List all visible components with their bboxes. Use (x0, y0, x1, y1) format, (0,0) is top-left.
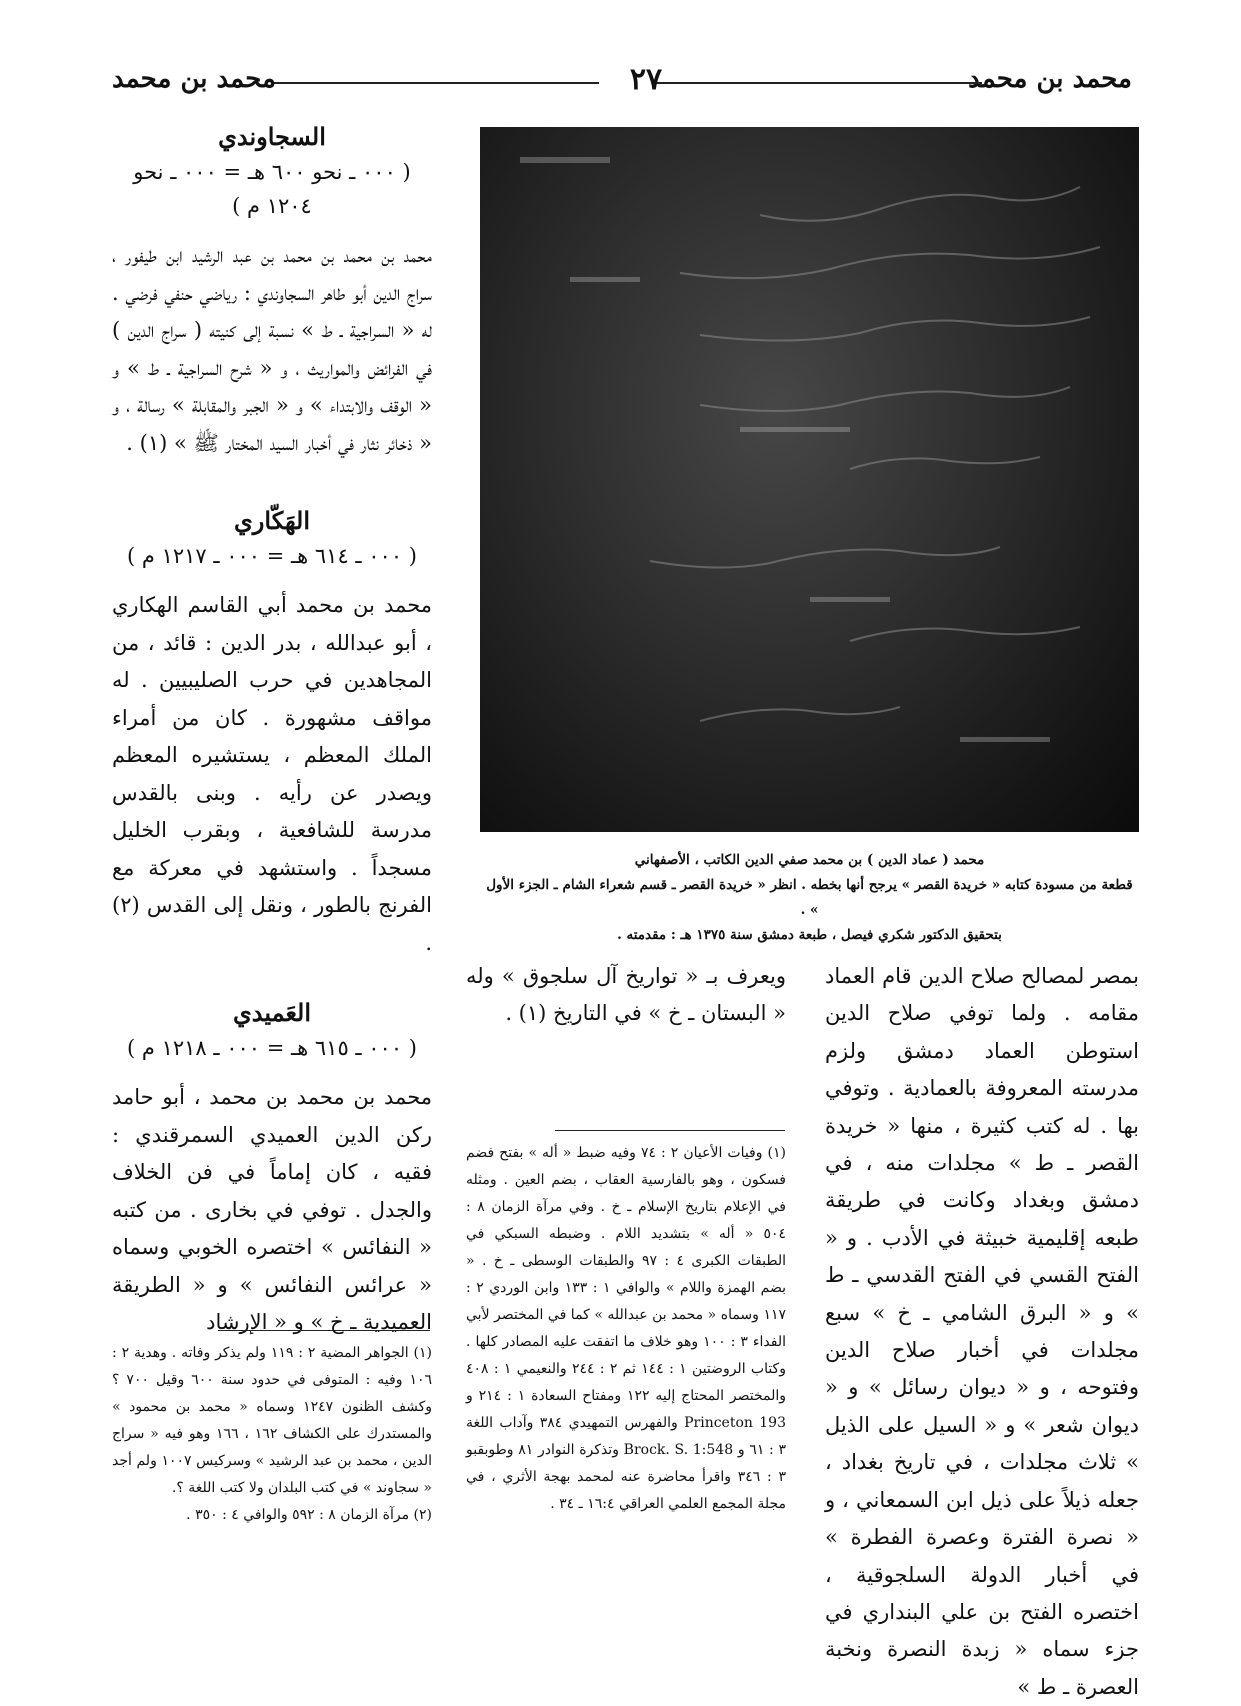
entries-column (112, 122, 432, 1342)
header-rule-right (654, 82, 982, 84)
running-header (112, 62, 1132, 102)
footnote-rule-left (218, 1330, 430, 1331)
middle-body-column: ويعرف بـ « تواريخ آل سلجوق » وله « البستان ـ خ » في التاريخ (١) . (466, 964, 786, 1026)
footnote: (١) الجواهر المضية ٢ : ١١٩ ولم يذكر وفاته . وهدية ٢ : ١٠٦ وفيه : المتوفى في حدود سنة ٦٠٠ وقيل ٧٠٠ ؟ وكشف الظنون ١٢٤٧ وسماه « محمد بن محمود » والمستدرك على الكشاف ١٦٢ ، ١٦٦ وهو فيه « سراج الدين ، محمد بن عبد الرشيد » وسركيس ١٠٠٧ ولم أجد « سجاوند » في كتب البلدان ولا كتب اللغة ؟. (112, 1345, 433, 1496)
entry-body: محمد بن محمد بن محمد ، أبو حامد ركن الدين العميدي السمرقندي : فقيه ، كان إماماً في فن الخلاف والجدل . توفي في بخارى . من كتبه « النفائس » اختصره الخوبي وسماه « عرائس النفائس » و « الطريقة العميدية ـ خ » و « الإرشاد (112, 1085, 432, 1334)
entry-amidi (112, 998, 432, 1342)
header-left-title: محمد بن محمد (112, 64, 276, 94)
entry-title: العَميدي (232, 998, 312, 1027)
footnote: (٢) مرآة الزمان ٨ : ٥٩٢ والوافي ٤ : ٣٥٠ . (186, 1507, 432, 1523)
right-body-column: بمصر لمصالح صلاح الدين قام العماد مقامه . ولما توفي صلاح الدين استوطن العماد دمشق ولزم مدرسته المعروفة بالعمادية . وتوفي بها . له كتب كثيرة ، منها « خريدة القصر ـ ط » مجلدات منه ، في دمشق وبغداد وكانت في طريقة طبعه إقليمية خبيثة في الأدب . و « الفتح القسي في الفتح القدسي ـ ط » و « البرق الشامي ـ خ » سبع مجلدات في أخبار صلاح الدين وفتوحه ، و « ديوان رسائل » و « ديوان شعر » و « السيل على الذيل » ثلاث مجلدات ، في تاريخ بغداد ، جعله ذيلاً على ذيل ابن السمعاني ، و « نصرة الفترة وعصرة الفطرة » في أخبار الدولة السلجوقية ، اختصره الفتح بن علي البنداري في جزء سماه « زبدة النصرة ونخبة العصرة ـ ط » (825, 964, 1139, 1699)
caption-line: قطعة من مسودة كتابه « خريدة القصر » يرجح أنها بخطه . انظر « خريدة القصر ـ قسم شعراء الشام ـ الجزء الأول » . (486, 877, 1133, 918)
caption-line: محمد ( عماد الدين ) بن محمد صفي الدين الكاتب ، الأصفهاني (634, 852, 985, 868)
manuscript-photo (480, 127, 1139, 832)
entry-body: محمد بن محمد بن محمد بن عبد الرشيد ابن طيفور ، سراج الدين أبو طاهر السجاوندي : رياضي حنفي فرضي . له « السراجية ـ ط » نسبة إلى كنيته ( سراج الدين ) في الفرائض والمواريث ، و « شرح السراجية ـ ط » و « الوقف والابتداء » و « الجبر والمقابلة » رسالة ، و « ذخائر نثار في أخبار السيد المختار ﷺ » (١) . (112, 243, 432, 455)
footnotes-left (112, 1340, 432, 1529)
photo-caption (480, 848, 1139, 948)
footnote-rule-middle (555, 1130, 785, 1131)
manuscript-texture (480, 127, 1139, 832)
footnote-middle: (١) وفيات الأعيان ٢ : ٧٤ وفيه ضبط « أله » بفتح فضم فسكون ، وهو بالفارسية العقاب ، بضم العين . ومثله في الإعلام بتاريخ الإسلام ـ خ . وفي مرآة الزمان ٨ : ٥٠٤ « أله » بتشديد اللام . وضبطه السبكي في الطبقات الكبرى ٤ : ٩٧ والطبقات الوسطى ـ خ . « بضم الهمزة واللام » والوافي ١ : ١٣٣ وابن الوردي ٢ : ١١٧ وسماه « محمد بن عبدالله » كما في المختصر لأبي الفداء ٣ : ١٠٠ وهو خلاف ما اتفقت عليه المصادر كلها . وكتاب الروضتين ١ : ١٤٤ ثم ٢ : ٢٤٤ والنعيمي ١ : ٤٠٨ والمختصر المحتاج إليه ١٢٢ ومفتاح السعادة ١ : ٢١٤ و Princeton 193 والفهرس التمهيدي ٣٨٤ وآداب اللغة ٣ : ٦١ و Brock. S. 1:548 وتذكرة النوادر ٨١ وطوبقبو ٣ : ٣٤٦ واقرأ محاضرة عنه لمحمد بهجة الأثري ، في مجلة المجمع العلمي العراقي ١٦:٤ ـ ٣٤ . (466, 1145, 787, 1512)
entry-body: محمد بن محمد أبي القاسم الهكاري ، أبو عبدالله ، بدر الدين : قائد ، من المجاهدين في حرب الصليبيين . له مواقف مشهورة . كان من أمراء الملك المعظم ، يستشيره المعظم ويصدر عن رأيه . وبنى بالقدس مدرسة للشافعية ، وبقرب الخليل مسجداً . واستشهد في معركة مع الفرنج بالطور ، ونقل إلى القدس (٢) . (112, 593, 432, 955)
entry-title: الهَكّاري (234, 506, 310, 535)
entry-title: السجاوندي (218, 122, 326, 151)
entry-dates: ( ٠٠٠ ـ ٦١٤ هـ = ٠٠٠ ـ ١٢١٧ م ) (127, 544, 417, 568)
entry-sajawandi (112, 122, 432, 462)
entry-dates: ( ٠٠٠ ـ ٦١٥ هـ = ٠٠٠ ـ ١٢١٨ م ) (127, 1036, 417, 1060)
header-rule-left (274, 82, 599, 84)
header-right-title: محمد بن محمد (968, 64, 1132, 94)
entry-dates: ( ٠٠٠ ـ نحو ٦٠٠ هـ = ٠٠٠ ـ نحو ١٢٠٤ م ) (133, 160, 411, 218)
page-number: ٢٧ (629, 62, 663, 97)
entry-hakkari (112, 506, 432, 962)
caption-line: بتحقيق الدكتور شكري فيصل ، طبعة دمشق سنة ١٣٧٥ هـ : مقدمته . (617, 927, 1002, 943)
